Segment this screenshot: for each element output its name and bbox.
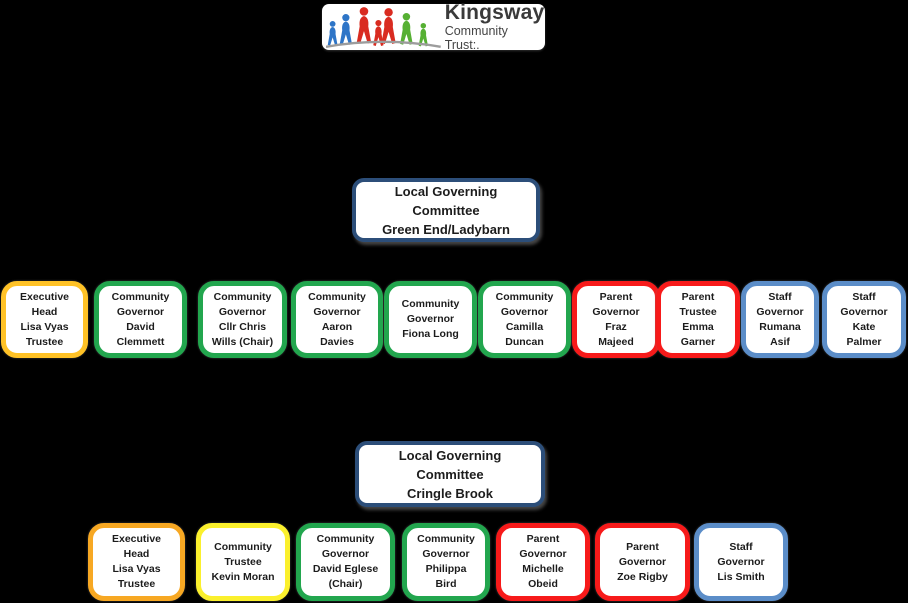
member-text-line: Lis Smith <box>717 570 765 583</box>
logo-title: Kingsway <box>444 1 545 25</box>
committee-title-line: Committee <box>412 202 480 218</box>
member-text-line: Staff <box>729 540 753 553</box>
member-text-line: Governor <box>116 305 165 318</box>
people-figures-icon <box>326 4 441 50</box>
member-text-line: Parent <box>599 290 633 303</box>
member-text-line: Governor <box>618 555 667 568</box>
member-text-line: Trustee <box>25 335 64 348</box>
member-text-line: Duncan <box>505 335 544 348</box>
committee-title-line: Committee <box>416 466 484 482</box>
member-box <box>572 281 660 358</box>
trust-logo <box>322 1 545 52</box>
member-text <box>296 289 378 351</box>
member-text <box>600 539 685 586</box>
member-text-line: Community <box>316 533 375 545</box>
member-box <box>402 523 490 601</box>
member-text-line: Rumana <box>759 320 801 333</box>
member-text-line: Community <box>308 290 366 303</box>
member-text-line: Community <box>495 290 554 303</box>
member-text-line: Zoe Rigby <box>617 570 668 583</box>
member-text-line: Governor <box>422 548 470 560</box>
member-text <box>407 531 485 593</box>
member-box <box>94 281 187 358</box>
person-figure-icon <box>381 8 395 44</box>
member-text <box>301 531 390 593</box>
member-box <box>694 523 788 601</box>
member-text-line: Community <box>213 290 272 303</box>
member-text <box>699 539 783 586</box>
member-text <box>483 289 566 351</box>
member-box <box>496 523 590 601</box>
committee-title-line: Cringle Brook <box>407 485 493 501</box>
member-text-line: Kate <box>852 320 876 333</box>
member-text-line: Fiona Long <box>402 328 459 340</box>
committee-title <box>352 178 540 242</box>
member-text-line: Community <box>417 533 475 545</box>
member-text-line: Philippa <box>425 563 467 575</box>
member-text-line: Governor <box>218 305 267 318</box>
committee-title-line: Local Governing <box>398 447 502 463</box>
member-text-line: David <box>126 320 155 333</box>
member-text-line: Fraz <box>605 320 627 333</box>
member-text <box>6 289 83 351</box>
member-text-line: Lisa Vyas <box>20 320 69 333</box>
committee-title-line: Local Governing <box>394 183 498 199</box>
logo-subtitle: Community Trust:. <box>444 24 508 52</box>
member-text-line: Palmer <box>846 335 882 348</box>
member-box <box>291 281 383 358</box>
member-text-line: Community <box>214 540 272 553</box>
member-text <box>93 531 180 593</box>
person-figure-icon <box>400 13 413 45</box>
member-text-line: Bird <box>435 578 457 590</box>
person-figure-icon <box>357 7 371 43</box>
member-text-line: Kevin Moran <box>211 570 275 583</box>
member-text-line: Governor <box>717 555 765 568</box>
member-box <box>296 523 395 601</box>
member-text-line: Head <box>123 548 150 560</box>
member-text-line: Governor <box>313 305 361 318</box>
member-box <box>822 281 906 358</box>
member-text-line: Davies <box>320 335 354 348</box>
member-text-line: Trustee <box>224 555 262 568</box>
member-text-line: Governor <box>321 548 370 560</box>
member-text-line: Executive <box>111 533 162 545</box>
member-text-line: Wills (Chair) <box>211 335 274 348</box>
committee-title <box>355 441 545 507</box>
member-text-line: Governor <box>519 548 567 560</box>
member-box <box>1 281 88 358</box>
logo-text <box>445 2 545 51</box>
member-text-line: Governor <box>592 305 640 318</box>
member-text-line: Trustee <box>117 578 156 590</box>
member-text-line: Clemmett <box>116 335 165 348</box>
member-text-line: Camilla <box>505 320 544 333</box>
member-text-line: Parent <box>626 540 659 553</box>
member-box <box>384 281 477 358</box>
member-text-line: Community <box>111 290 170 303</box>
member-text <box>203 289 282 351</box>
member-text-line: Michelle <box>522 563 564 575</box>
member-text <box>746 289 814 351</box>
member-box <box>741 281 819 358</box>
member-box <box>196 523 290 601</box>
member-text <box>827 289 901 351</box>
member-text-line: Head <box>31 305 58 318</box>
member-text-line: Governor <box>756 305 804 318</box>
member-text-line: Governor <box>840 305 888 318</box>
member-text-line: Governor <box>500 305 549 318</box>
member-box <box>88 523 185 601</box>
member-text-line: Garner <box>680 335 716 348</box>
member-text <box>201 539 285 586</box>
member-text-line: Community <box>401 298 460 310</box>
member-text <box>389 296 472 343</box>
member-box <box>478 281 571 358</box>
member-text-line: Aaron <box>321 320 353 333</box>
member-text-line: Executive <box>19 290 70 303</box>
member-text-line: Governor <box>406 313 455 325</box>
member-text-line: (Chair) <box>328 578 363 590</box>
member-text-line: Staff <box>768 290 792 303</box>
member-text-line: Lisa Vyas <box>112 563 161 575</box>
member-text-line: Trustee <box>679 305 717 318</box>
member-text-line: Parent <box>681 290 715 303</box>
member-text <box>501 531 585 593</box>
member-text <box>661 289 735 351</box>
member-box <box>595 523 690 601</box>
person-figure-icon <box>328 21 338 46</box>
member-text-line: David Eglese <box>312 563 379 575</box>
member-text-line: Parent <box>526 533 560 545</box>
member-text-line: Obeid <box>528 578 558 590</box>
member-text <box>577 289 655 351</box>
member-text <box>99 289 182 351</box>
committee-title-line: Green End/Ladybarn <box>382 221 510 237</box>
member-text-line: Cllr Chris <box>218 320 267 333</box>
member-text-line: Staff <box>852 290 876 303</box>
member-text-line: Emma <box>682 320 714 333</box>
member-text-line: Majeed <box>598 335 634 348</box>
member-box <box>198 281 287 358</box>
person-figure-icon <box>340 14 352 45</box>
member-text-line: Asif <box>770 335 790 348</box>
member-box <box>656 281 740 358</box>
